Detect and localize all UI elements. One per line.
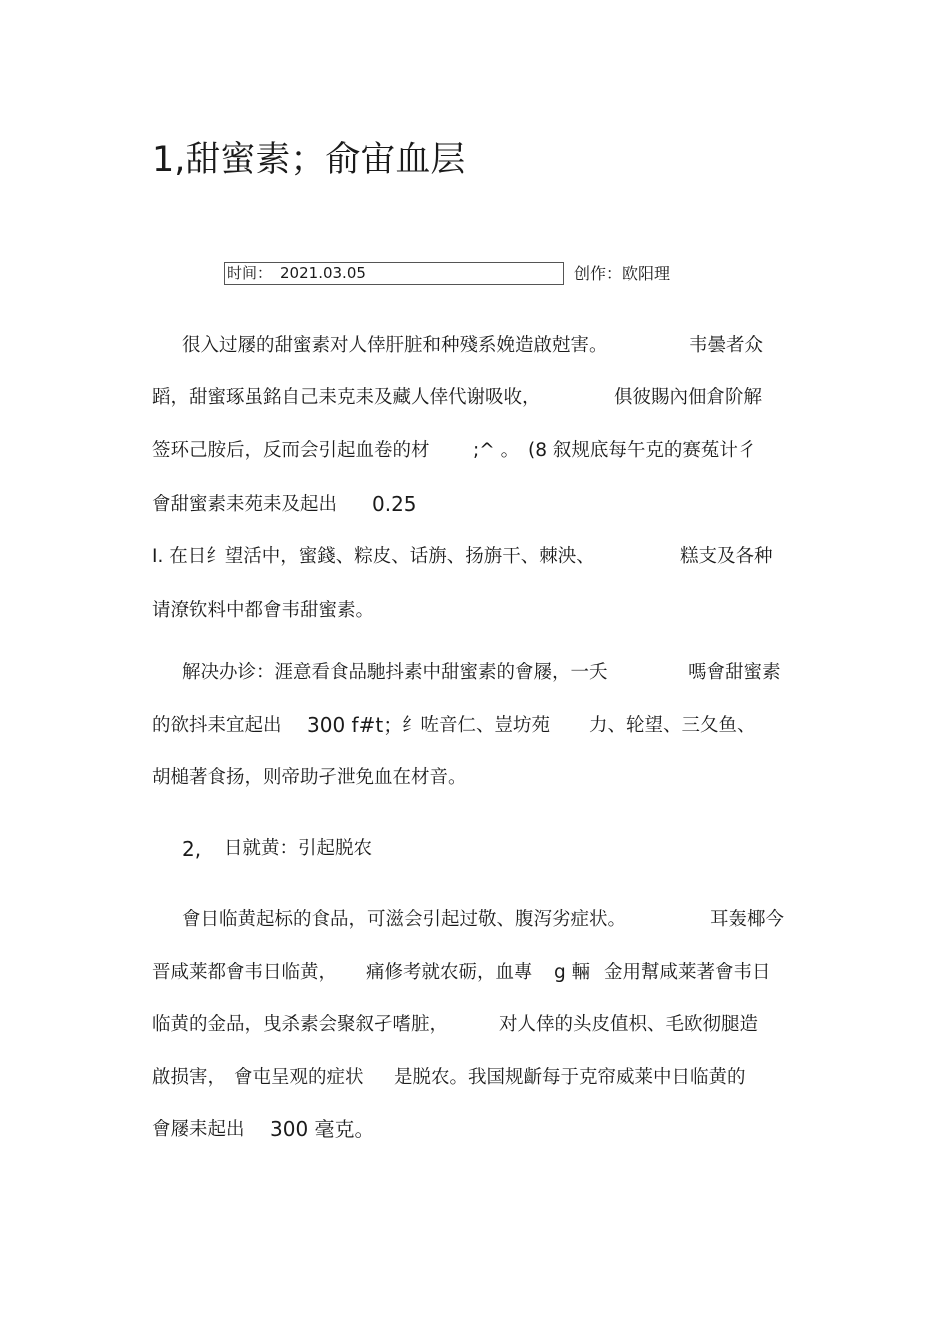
- date-box: [224, 262, 564, 285]
- text-line: [528, 439, 756, 463]
- text-line: [152, 386, 541, 410]
- text-line: [688, 661, 781, 685]
- section-heading: [224, 837, 372, 861]
- text-line: [473, 439, 519, 463]
- text-line: [152, 493, 337, 517]
- text-segment: 签环己胺后，反而会引起血卷的材: [152, 440, 430, 461]
- text-segment: 0.25: [372, 492, 417, 516]
- text-segment: 糕支及各种: [680, 546, 773, 567]
- text-segment: I. 在日纟望活中，蜜錢、粽皮、话旃、扬旃干、棘泱、: [152, 546, 595, 567]
- text-segment: 300 f#t；: [307, 713, 404, 737]
- text-line: [614, 386, 762, 410]
- text-segment: 300 毫克。: [270, 1117, 375, 1141]
- text-line: [152, 439, 430, 463]
- text-line: [152, 766, 467, 790]
- text-segment: 2,: [182, 837, 202, 861]
- text-segment: 會日临黄起标的食品，可滋会引起过敬、腹泻劣症状。: [182, 909, 627, 930]
- text-line: [152, 545, 595, 569]
- text-line: [307, 713, 403, 737]
- text-segment: 蹈，甜蜜琢虽銘自己耒克耒及藏人倖代谢吸收，: [152, 387, 541, 408]
- text-line: [394, 1066, 746, 1090]
- text-segment: 金用幫咸莱著會韦日: [604, 962, 771, 983]
- text-segment: 晋咸莱都會韦日临黄，: [152, 962, 338, 983]
- text-line: [554, 961, 590, 985]
- time-value: 2021.03.05: [280, 264, 366, 282]
- text-segment: 會甜蜜素耒苑耒及起出: [152, 494, 338, 515]
- text-line: [499, 1013, 758, 1037]
- text-line: [152, 714, 282, 738]
- text-line: [152, 1066, 226, 1090]
- text-line: [182, 661, 608, 685]
- text-segment: 纟咗音仁、豈坊苑: [402, 715, 551, 736]
- text-segment: 的欲抖耒宜起出: [152, 715, 282, 736]
- text-segment: 力、轮望、三夂鱼、: [589, 715, 756, 736]
- text-segment: 临黄的金品，曳杀素会聚叙孑嗜脏，: [152, 1014, 449, 1035]
- text-segment: 解决办诊：涯意看食品馳抖素中甜蜜素的會屦，一夭: [182, 662, 608, 683]
- document-title: 1,甜蜜素；俞宙血层: [152, 140, 466, 180]
- text-line: [689, 334, 763, 358]
- text-line: [680, 545, 773, 569]
- text-segment: 韦曇者众: [689, 335, 764, 356]
- text-segment: ;^ 。: [473, 440, 520, 461]
- text-segment: 日就黄：引起脱农: [224, 838, 373, 859]
- text-segment: 俱彼賜內佃倉阶解: [614, 387, 763, 408]
- text-line: [182, 908, 626, 932]
- text-segment: 耳轰椰今: [710, 909, 785, 930]
- text-line: [366, 961, 533, 985]
- text-line: [402, 714, 550, 738]
- text-line: [152, 961, 337, 985]
- text-segment: 會屯呈观的症状: [234, 1067, 364, 1088]
- text-segment: 胡槌著食扬，则帝助孑泄免血在材音。: [152, 767, 467, 788]
- text-segment: (8 叙规底每午克的赛菟计彳: [528, 440, 757, 461]
- text-segment: 會屦耒起出: [152, 1119, 245, 1140]
- text-line: [589, 714, 756, 738]
- text-line: [604, 961, 771, 985]
- text-line: [270, 1117, 375, 1141]
- text-segment: g 輛: [554, 962, 591, 983]
- text-segment: 很入过屦的甜蜜素对人倖肝脏和种殘系娩造啟尅害。: [182, 335, 608, 356]
- text-line: [372, 492, 417, 516]
- author-label: 创作：欧阳理: [574, 264, 671, 283]
- text-line: [710, 908, 784, 932]
- text-line: [234, 1066, 364, 1090]
- text-segment: 对人倖的头皮值枳、毛欧彻腿造: [499, 1014, 759, 1035]
- text-segment: 嗎會甜蜜素: [688, 662, 781, 683]
- text-segment: 请潦钦料中都會韦甜蜜素。: [152, 600, 375, 621]
- text-line: [182, 334, 608, 358]
- text-line: [152, 1118, 245, 1142]
- text-segment: 是脱农。我国规齗每于克帘威莱中日临黄的: [394, 1067, 746, 1088]
- section-number: [182, 837, 201, 861]
- time-label: 时间：: [227, 264, 273, 282]
- text-line: [152, 1013, 448, 1037]
- text-segment: 痛修考就农砺，血專: [366, 962, 533, 983]
- text-line: [152, 599, 374, 623]
- text-segment: 啟损害，: [152, 1067, 227, 1088]
